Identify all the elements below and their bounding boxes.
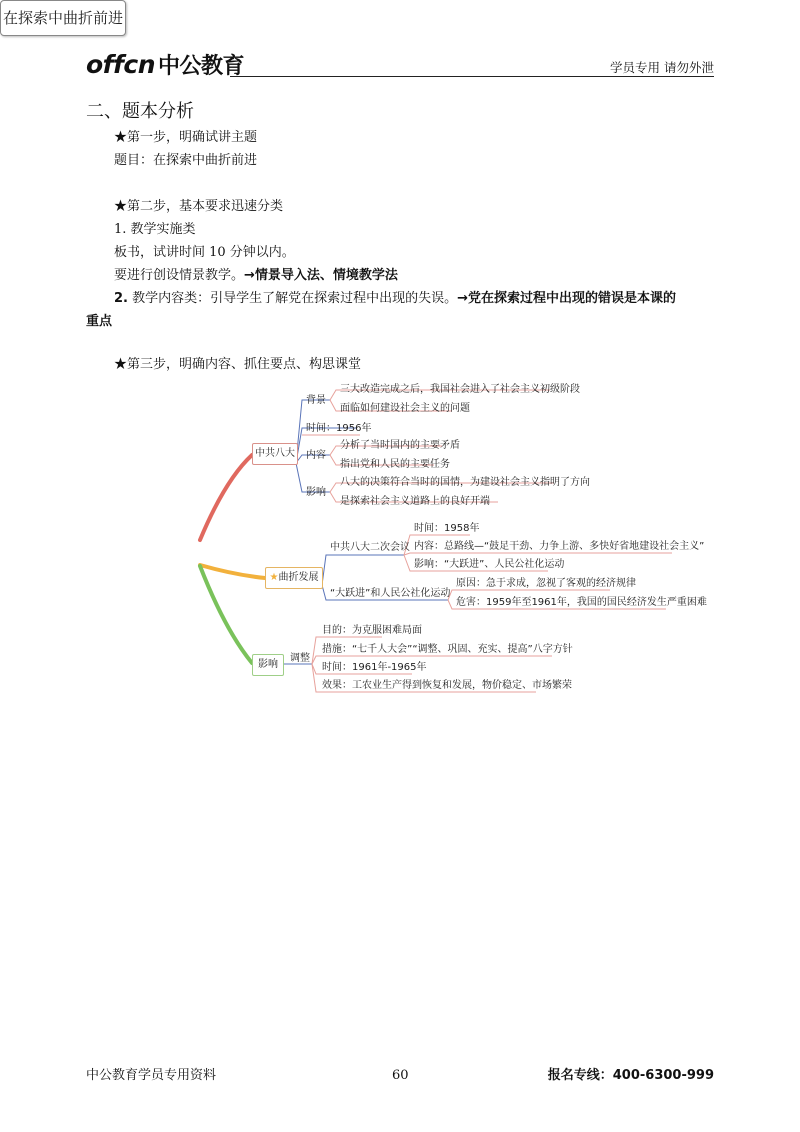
step2-item2-plain: 教学内容类：引导学生了解党在探索过程中出现的失误。 bbox=[127, 291, 458, 306]
step2-line1: 板书，试讲时间 10 分钟以内。 bbox=[114, 245, 295, 260]
b2-sub1-label: 中共八大二次会议 bbox=[330, 542, 410, 553]
mindmap-root: 在探索中曲折前进 bbox=[0, 0, 126, 36]
b3-time: 时间：1961年-1965年 bbox=[322, 662, 427, 673]
step2-item2-bold: →党在探索过程中出现的错误是本课的 bbox=[457, 291, 677, 306]
step2-item1: 1. 教学实施类 bbox=[114, 222, 196, 237]
b1-impact-item1: 八大的决策符合当时的国情，为建设社会主义指明了方向 bbox=[340, 477, 590, 488]
b1-time: 时间：1956年 bbox=[306, 423, 372, 434]
step2-item2-cont: 重点 bbox=[86, 314, 113, 329]
footer-hotline: 报名专线：400-6300-999 bbox=[547, 1068, 714, 1083]
b1-background-label: 背景 bbox=[306, 395, 326, 406]
branch2-label: 曲折发展 bbox=[278, 572, 319, 583]
page-number: 60 bbox=[392, 1068, 409, 1083]
footer-left: 中公教育学员专用资料 bbox=[86, 1068, 217, 1083]
step2-line2-plain: 要进行创设情景教学。 bbox=[114, 268, 245, 283]
step1-title: ★第一步，明确试讲主题 bbox=[114, 130, 258, 145]
step2-title: ★第二步，基本要求迅速分类 bbox=[114, 199, 284, 214]
b1-content-item1: 分析了当时国内的主要矛盾 bbox=[340, 440, 460, 451]
star-icon: ★ bbox=[269, 572, 279, 583]
branch1-connector bbox=[200, 455, 252, 540]
b2-sub1-content: 内容：总路线—“鼓足干劲、力争上游、多快好省地建设社会主义” bbox=[414, 541, 705, 552]
b3-effect: 效果：工农业生产得到恢复和发展，物价稳定、市场繁荣 bbox=[322, 680, 572, 691]
b2-sub2-harm: 危害：1959年至1961年，我国的国民经济发生严重困难 bbox=[456, 597, 707, 608]
branch2-connector bbox=[200, 565, 265, 578]
step3-title: ★第三步，明确内容、抓住要点、构思课堂 bbox=[114, 357, 362, 372]
step2-line2-bold: →情景导入法、情境教学法 bbox=[244, 268, 398, 283]
b1-bg-item1: 三大改造完成之后，我国社会进入了社会主义初级阶段 bbox=[340, 384, 580, 395]
branch1-node: 中共八大 bbox=[252, 443, 298, 465]
step1-topic: 题目：在探索中曲折前进 bbox=[114, 153, 258, 168]
section-title: 二、题本分析 bbox=[86, 101, 194, 122]
b1-content-label: 内容 bbox=[306, 450, 326, 461]
header-tag: 学员专用 请勿外泄 bbox=[610, 60, 714, 75]
branch3-connector bbox=[200, 566, 252, 663]
branch2-node bbox=[265, 567, 323, 589]
step2-item2-num: 2. bbox=[114, 291, 128, 306]
logo-latin: offcn bbox=[86, 50, 156, 79]
b1-content-item2: 指出党和人民的主要任务 bbox=[340, 459, 450, 470]
b1-impact-label: 影响 bbox=[306, 487, 326, 498]
b2-sub1-time: 时间：1958年 bbox=[414, 523, 480, 534]
b2-sub2-label: “大跃进”和人民公社化运动 bbox=[330, 588, 451, 599]
b2-sub1-impact: 影响：“大跃进”、人民公社化运动 bbox=[414, 559, 565, 570]
branch3-node: 影响 bbox=[252, 654, 284, 676]
logo-cn: 中公教育 bbox=[158, 54, 245, 79]
b2-sub2-cause: 原因：急于求成，忽视了客观的经济规律 bbox=[456, 578, 636, 589]
b3-sub-label: 调整 bbox=[290, 653, 310, 664]
b1-bg-item2: 面临如何建设社会主义的问题 bbox=[340, 403, 470, 414]
b3-measure: 措施：“七千人大会”“调整、巩固、充实、提高”八字方针 bbox=[322, 644, 573, 655]
b1-impact-item2: 是探索社会主义道路上的良好开端 bbox=[340, 496, 490, 507]
b3-purpose: 目的：为克服困难局面 bbox=[322, 625, 422, 636]
